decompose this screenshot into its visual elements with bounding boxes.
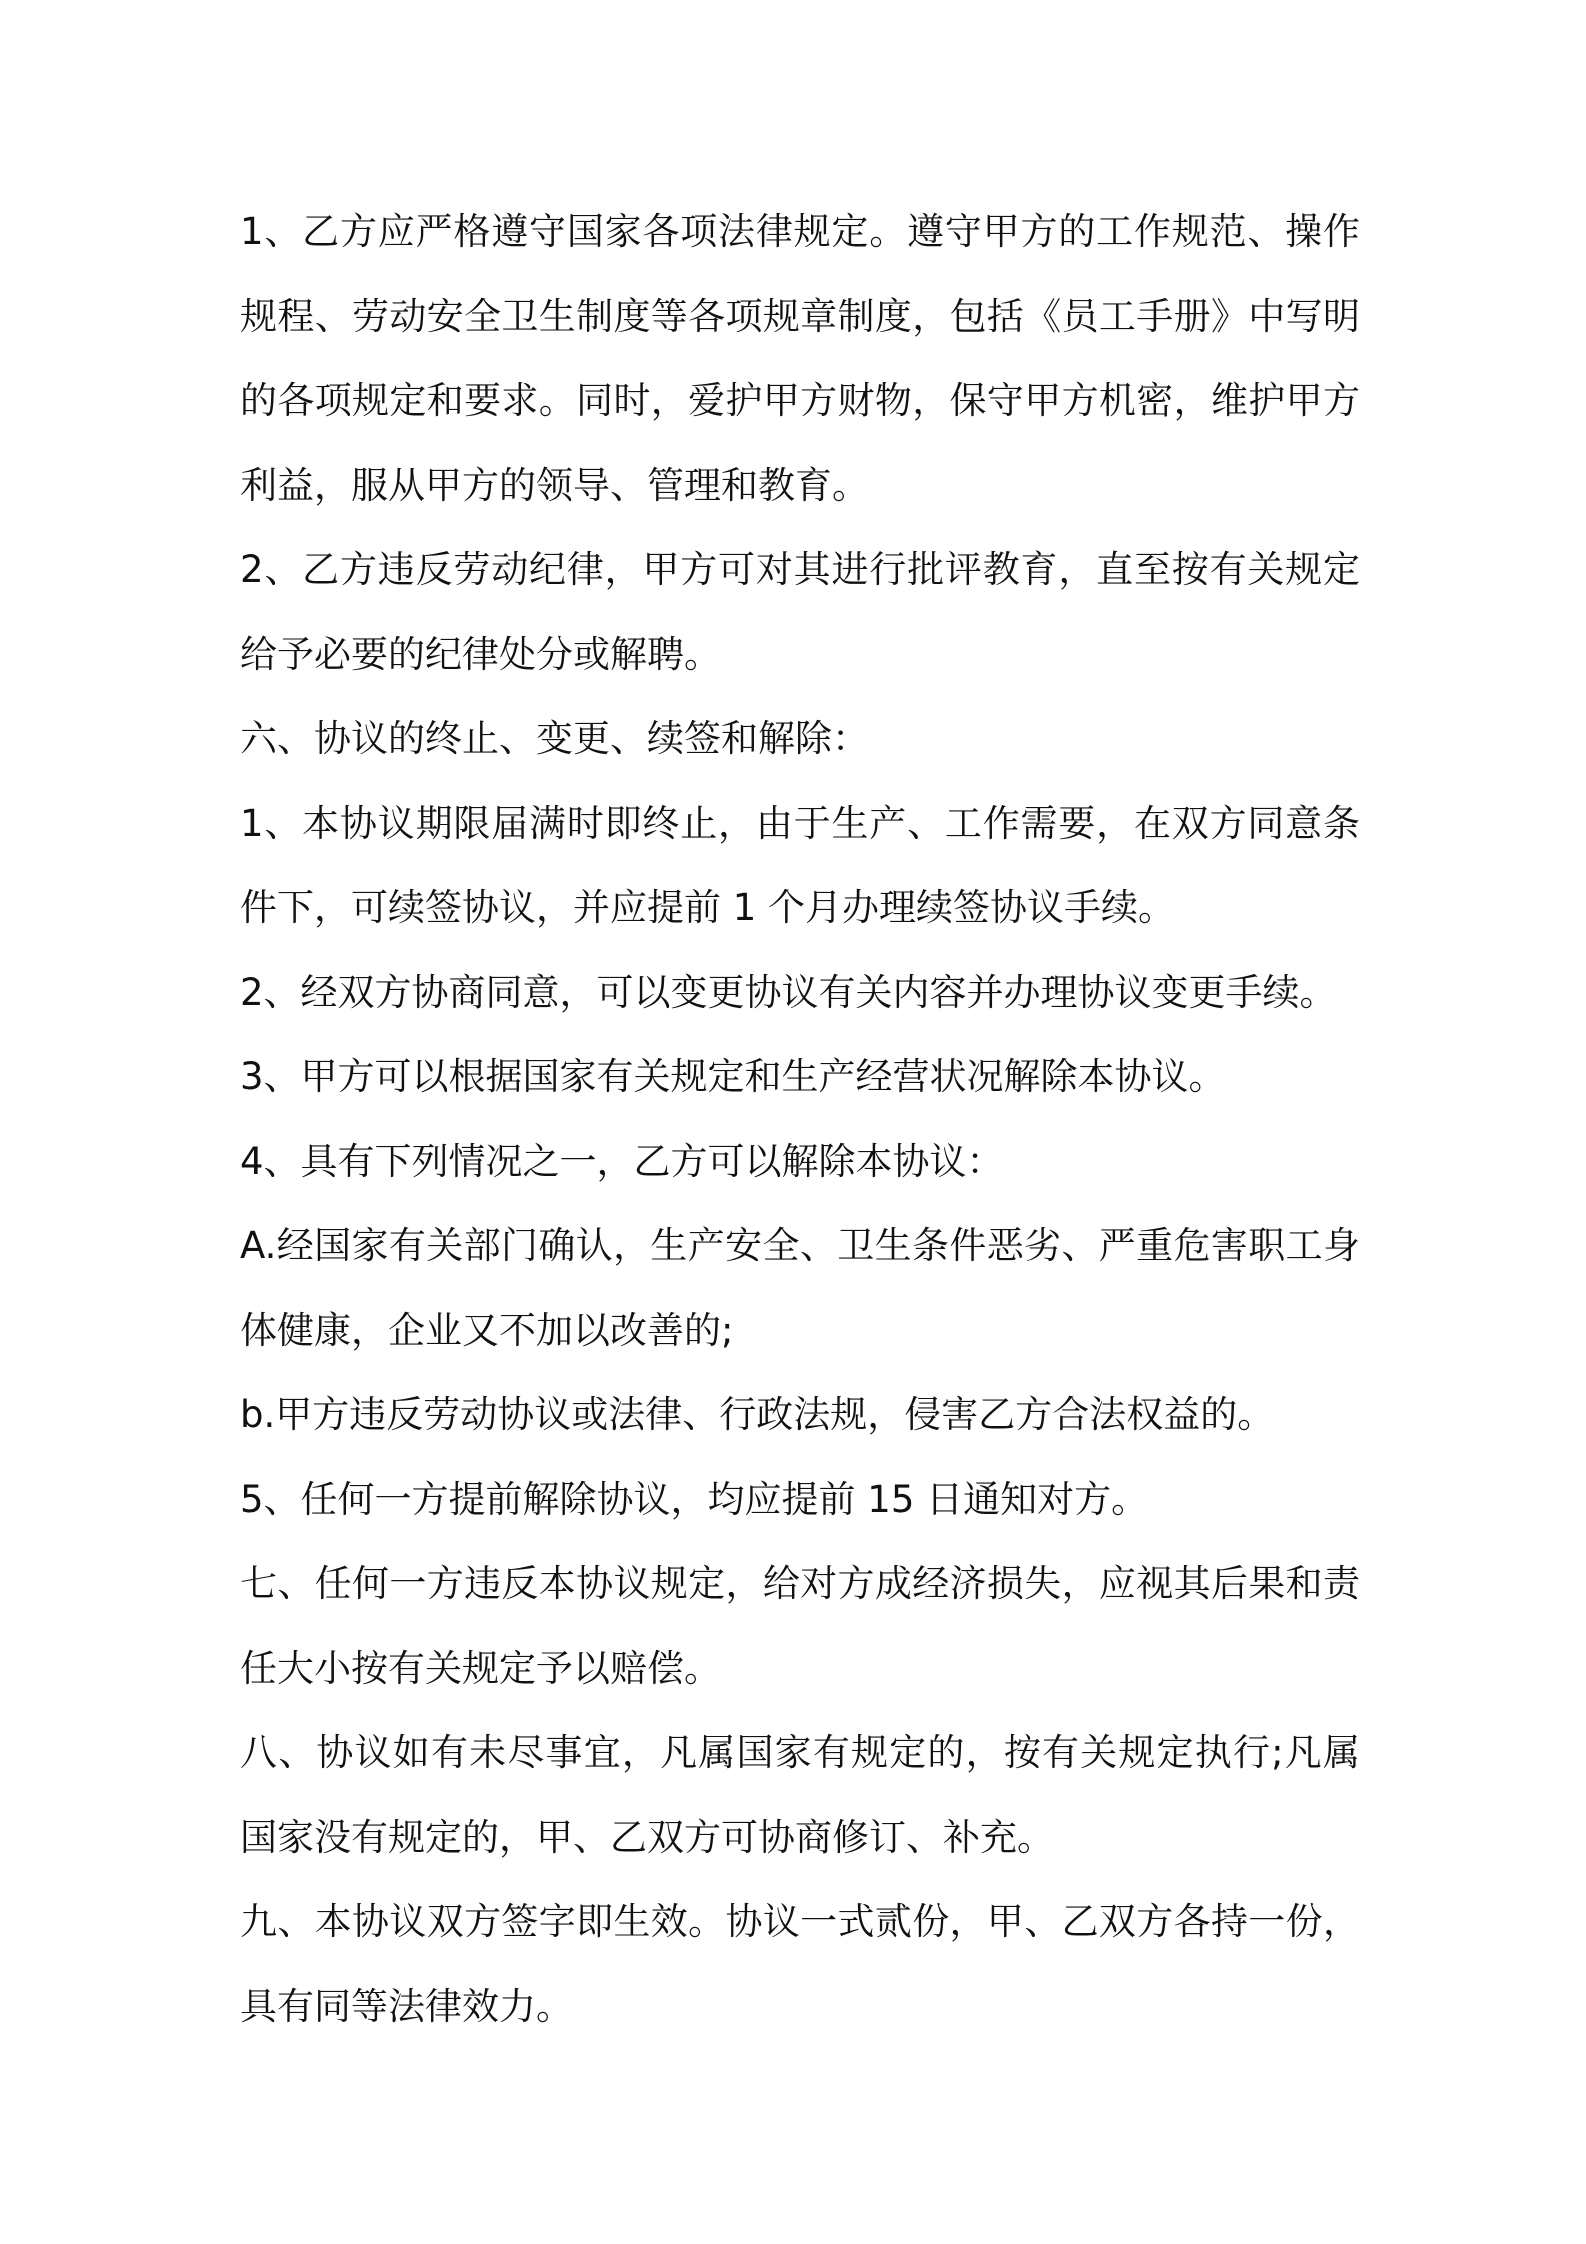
clause-2-discipline: 2、乙方违反劳动纪律，甲方可对其进行批评教育，直至按有关规定给予必要的纪律处分或解聘。 [240, 548, 1360, 676]
section-6-item-4: 4、具有下列情况之一，乙方可以解除本协议： [240, 1139, 1004, 1183]
section-8: 八、协议如有未尽事宜，凡属国家有规定的，按有关规定执行;凡属国家没有规定的，甲、乙双方可协商修订、补充。 [240, 1731, 1360, 1859]
section-6-item-3: 3、甲方可以根据国家有关规定和生产经营状况解除本协议。 [240, 1055, 1226, 1098]
section-6-item-5: 5、任何一方提前解除协议，均应提前 15 日通知对方。 [240, 1477, 1149, 1521]
clause-1-compliance: 1、乙方应严格遵守国家各项法律规定。遵守甲方的工作规范、操作规程、劳动安全卫生制度等各项规章制度，包括《员工手册》中写明的各项规定和要求。同时，爱护甲方财物，保守甲方机密，维护甲方利益，服从甲方的领导、管理和教育。 [240, 210, 1360, 507]
section-6-item-1: 1、本协议期限届满时即终止，由于生产、工作需要，在双方同意条件下，可续签协议，并应提前 1 个月办理续签协议手续。 [240, 801, 1360, 929]
section-6-item-4a: A.经国家有关部门确认，生产安全、卫生条件恶劣、严重危害职工身体健康，企业又不加以改善的; [240, 1224, 1360, 1352]
section-6-item-2: 2、经双方协商同意，可以变更协议有关内容并办理协议变更手续。 [240, 970, 1337, 1014]
section-6-heading: 六、协议的终止、变更、续签和解除： [240, 717, 869, 760]
section-9: 九、本协议双方签字即生效。协议一式贰份，甲、乙双方各持一份，具有同等法律效力。 [240, 1900, 1360, 2028]
section-6-item-4b: b.甲方违反劳动协议或法律、行政法规，侵害乙方合法权益的。 [240, 1393, 1275, 1436]
document-body [240, 190, 1360, 2049]
section-7: 七、任何一方违反本协议规定，给对方成经济损失，应视其后果和责任大小按有关规定予以赔偿。 [240, 1562, 1360, 1690]
